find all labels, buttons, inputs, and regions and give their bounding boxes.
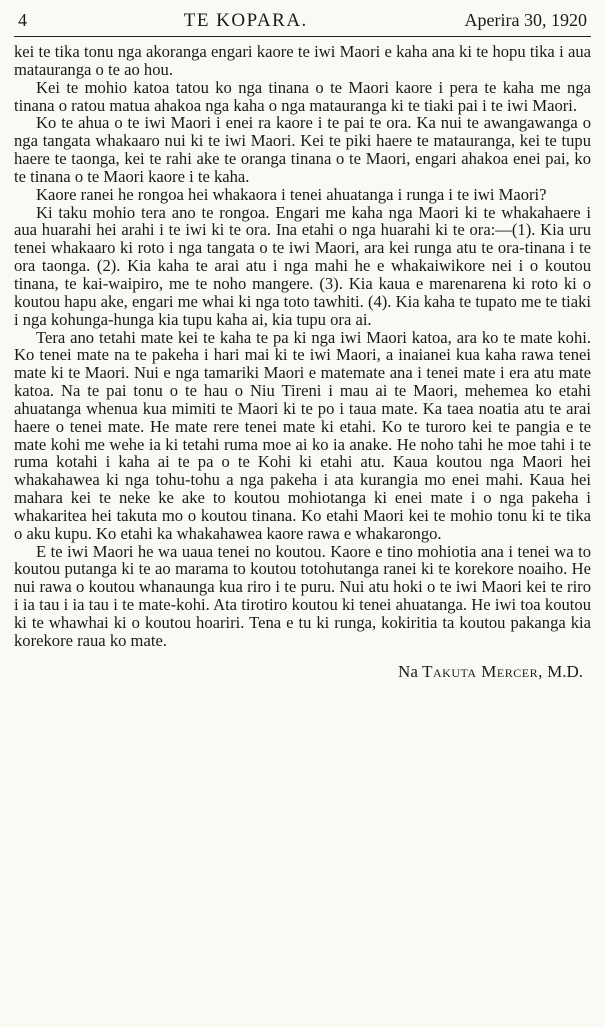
- article-body: [14, 43, 591, 650]
- signature-suffix: M.D.: [547, 661, 583, 681]
- issue-date: Aperira 30, 1920: [464, 10, 587, 30]
- page-header: [14, 10, 591, 34]
- paragraph: E te iwi Maori he wa uaua tenei no koutou. Kaore e tino mohiotia ana i tenei wa to koutou putanga ki te ao marama to koutou totohutanga ranei ki te korekore noaiho. He nui rawa o koutou whanaunga kua riro i te puru. Nui atu hoki o te iwi Maori kei te riro i ia tau i ia tau i te mate-kohi. Ata tirotiro koutou ki tenei ahuatanga. He iwi toa koutou ki te whawhai ki o koutou hoariri. Tena e tu ki runga, kokiritia ta koutou pakanga kia korekore raua ko mate.: [14, 541, 591, 650]
- publication-title: TE KOPARA.: [183, 10, 308, 31]
- paragraph: Kaore ranei he rongoa hei whakaora i tenei ahuatanga i runga i te iwi Maori?: [36, 184, 547, 204]
- page-number: 4: [18, 10, 27, 30]
- author-signature: [14, 662, 591, 682]
- signature-prefix: Na: [398, 661, 418, 681]
- paragraph: kei te tika tonu nga akoranga engari kaore te iwi Maori e kaha ana ki te hopu tika i aua matauranga o te ao hou.: [14, 42, 591, 79]
- paragraph: Tera ano tetahi mate kei te kaha te pa ki nga iwi Maori katoa, ara ko te mate kohi. Ko tenei mate na te pakeha i hari mai ki te iwi Maori, a inaianei kua kaha rawa tenei mate ki te Maori. Nui e nga tamariki Maori e matemate ana i tenei mate i era atu mate katoa. Na te pai tonu o te hau o Niu Tireni i mau ai te Maori, mehemea ko etahi ahuatanga whenua kua mimiti te Maori ki te po i taua mate. Ka taea noatia atu te arai haere o tenei mate. He mate rere tenei mate ki etahi. Ko te turoro kei te pangia e te mate kohi me wehe ia ki tetahi ruma moe ai ko ia anake. He noho tahi he moe tahi i te ruma kotahi i kaha ai te pa o te Kohi ki etahi atu. Kaua koutou nga Maori hei whakahawea ki nga tohu-tohu a nga pakeha i ata kurangia mo enei mahi. Kaua hei mahara kei te neke ke ake to koutou mohiotanga ki enei mate i o nga pakeha i whakaritea hei takuta mo o koutou tinana. Ko etahi Maori kei te mohio tonu ki te tika o aku kupu. Ko etahi ka whakahawea kaore rawa e whakarongo.: [14, 327, 591, 543]
- paragraph: Kei te mohio katoa tatou ko nga tinana o te Maori kaore i pera te kaha me nga tinana o ratou matua ahakoa nga kaha o nga matauranga ki te tiaki pai i te iwi Maori.: [14, 77, 591, 115]
- signature-name: Takuta Mercer,: [422, 661, 543, 681]
- paragraph: Ko te ahua o te iwi Maori i enei ra kaore i te pai te ora. Ka nui te awangawanga o nga tangata whakaaro nui ki te iwi Maori. Kei te piki haere te matauranga, kei te tupu haere te taonga, kei te rahi ake te oranga tinana o te Maori, engari ahakoa enei pai, ko te tinana o te Maori kaore i te kaha.: [14, 113, 591, 186]
- paragraph: Ki taku mohio tera ano te rongoa. Engari me kaha nga Maori ki te whakahaere i aua huarahi hei arahi i te iwi ki te ora. Ina etahi o nga huarahi ki te ora:—(1). Kia uru tenei whakaaro ki roto i nga tangata o te iwi Maori, ara kei runga atu te ora-tinana i te ora taonga. (2). Kia kaha te arai atu i nga mahi he e whakaiwikore nei i o koutou tinana, te kai-waipiro, me te noho mangere. (3). Kia kaua e marenarena ki roto ki o koutou hapu ake, engari me whai ki nga toto tawhiti. (4). Kia kaha te tupato me te tiaki i nga kohunga-hunga kia tupu kaha ai, kia tupu ora ai.: [14, 202, 591, 329]
- header-rule: [14, 36, 591, 37]
